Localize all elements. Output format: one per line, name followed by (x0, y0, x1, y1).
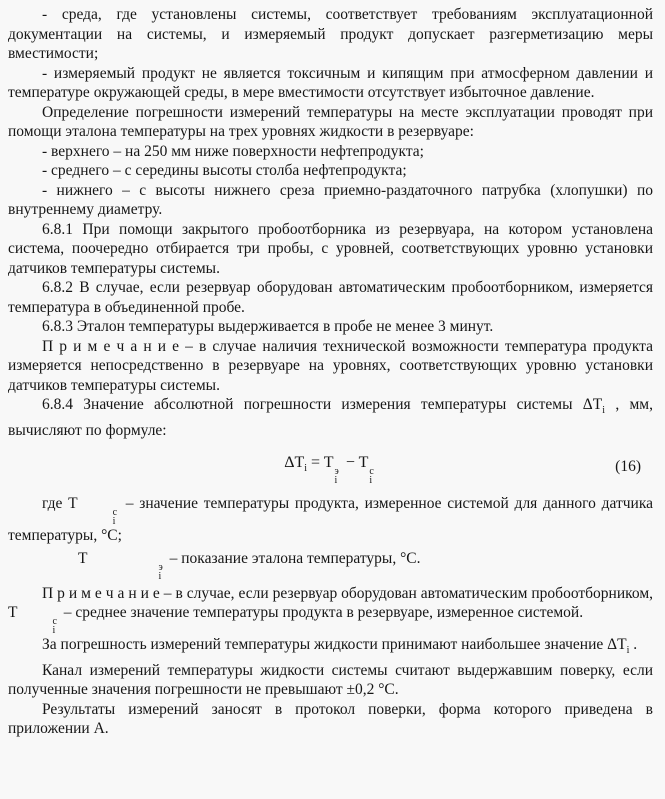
paragraph (8, 220, 653, 279)
sub-sup-stack (335, 467, 339, 485)
subscript: i (158, 570, 162, 582)
paragraph (8, 317, 653, 337)
paragraph (8, 635, 653, 661)
text-run: 6.8.2 В случае, если резервуар оборудован автоматическим пробоотборником, измеряется температура в объединенной пробе. (8, 279, 653, 316)
sub-sup-stack (88, 563, 162, 581)
text-run: – среднее значение температуры продукта в резервуаре, измеренное системой. (59, 604, 584, 622)
text-run: - верхнего – на 250 мм ниже поверхности нефтепродукта; (42, 142, 424, 160)
text-run: 6.8.3 Эталон температуры выдерживается в пробе не менее 3 минут. (42, 318, 494, 335)
text-run: Канал измерений температуры жидкости системы считают выдержавшим поверку, если полученные значения погрешности не превышают ±0,2 °С. (8, 661, 653, 699)
sub-sup-stack (369, 467, 373, 485)
subscript: i (112, 516, 116, 528)
text-run: - среда, где установлены системы, соответствует требованиям эксплуатационной документации на системы, и измеряемый продукт допускает разгерметизацию меры вместимости; (8, 6, 653, 62)
sub-sup-stack (79, 508, 117, 526)
superscript: с (112, 507, 118, 519)
sub-sup-stack (18, 617, 56, 635)
text-run: - измеряемый продукт не является токсичным и кипящим при атмосферном давлении и температуре окружающей среды, в мере вместимости отсутствует избыточное давление. (8, 64, 653, 101)
paragraph (8, 337, 653, 396)
subscript: i (52, 625, 56, 637)
paragraph (8, 161, 653, 181)
subscript: i (602, 405, 606, 417)
text-run: где T (42, 495, 78, 513)
paragraph (8, 278, 653, 317)
text-run: 6.8.4 Значение абсолютной погрешности измерения температуры системы ΔT (42, 396, 603, 413)
paragraph (8, 395, 653, 440)
superscript: с (369, 466, 374, 478)
paragraph (8, 700, 653, 739)
subscript: i (304, 463, 308, 475)
text-run: = T (307, 454, 334, 472)
text-run: ΔT (284, 454, 305, 472)
text-run: – значение температуры продукта, измеренное системой для данного датчика температуры, °С; (8, 495, 653, 545)
paragraph (8, 142, 653, 162)
text-run: - нижнего – с высоты нижнего среза приемно-раздаточного патрубка (хлопушки) по внутреннему диаметру. (8, 181, 653, 218)
paragraph (8, 584, 653, 636)
text-run: Определение погрешности измерений температуры на месте эксплуатации проводят при помощи эталона температуры на трех уровнях жидкости в резервуаре: (8, 103, 653, 140)
text-run: 6.8.1 При помощи закрытого пробоотборника из резервуара, на котором установлена система, поочередно отбирается три пробы, с уровней, соответствующих уровню установки датчиков температуры системы. (8, 220, 653, 277)
superscript: с (52, 616, 57, 628)
formula-number: (16) (615, 458, 641, 476)
formula (8, 449, 653, 485)
paragraph (8, 103, 653, 142)
superscript: э (334, 466, 339, 478)
text-run: – показание эталона температуры, °С. (165, 549, 421, 567)
paragraph (8, 64, 653, 103)
paragraph (8, 181, 653, 220)
paragraph (8, 5, 653, 64)
text-run: Результаты измерений заносят в протокол поверки, форма которого приведена в приложении А. (8, 700, 653, 738)
paragraph (8, 494, 653, 546)
subscript: i (369, 475, 373, 487)
paragraph (8, 549, 653, 581)
text-run: П р и м е ч а н и е – в случае наличия технической возможности температура продукта измеряется непосредственно в резервуаре на уровнях, соответствующих уровню установки датчиков температуры системы. (8, 337, 653, 394)
text-run: − T (341, 454, 369, 472)
text-run: T (78, 549, 88, 567)
superscript: э (158, 561, 163, 573)
text-run: За погрешность измерений температуры жидкости принимают наибольшее значение ΔT (42, 636, 627, 654)
text-run: , мм, вычисляют по формуле: (8, 396, 653, 439)
text-run: . (629, 636, 638, 654)
subscript: i (626, 645, 630, 657)
paragraph (8, 661, 653, 700)
subscript: i (334, 475, 338, 487)
text-run: П р и м е ч а н и е – в случае, если резервуар оборудован автоматическим пробоотборником, T (8, 584, 653, 622)
text-run: - среднего – с середины высоты столба нефтепродукта; (42, 162, 407, 179)
